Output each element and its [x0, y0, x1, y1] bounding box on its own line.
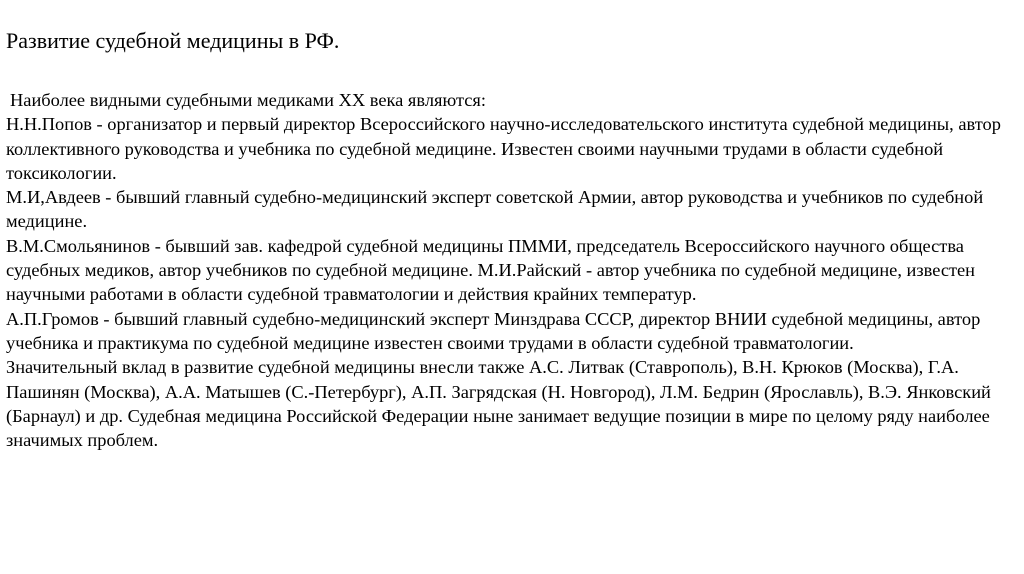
slide-title: Развитие судебной медицины в РФ. [6, 28, 340, 53]
paragraph-smolyaninov: В.М.Смольянинов - бывший зав. кафедрой судебной медицины ПММИ, председатель Всероссийского научного общества судебных медиков, автор учебников по судебной медицине. М.И.Райский - автор учебника по судебной медицине, известен научными работами в области судебной травматологии и действия крайних температур. [6, 235, 976, 305]
paragraph-contributors: Значительный вклад в развитие судебной медицины внесли также А.С. Литвак (Ставрополь), В.Н. Крюков (Москва), Г.А. Пашинян (Москва), А.А. Матышев (С.-Петербург), А.П. Загрядская (Н. Новгород), Л.М. Бедрин (Ярославль), В.Э. Янковский (Барнаул) и др. Судебная медицина Российской Федерации ныне занимает ведущие позиции в мире по целому ряду наиболее значимых проблем. [6, 357, 991, 451]
slide-body [6, 88, 1006, 452]
paragraph-gromov: А.П.Громов - бывший главный судебно-медицинский эксперт Минздрава СССР, директор ВНИИ судебной медицины, автор учебника и практикума по судебной медицине известен своими трудами в области судебной травматологии. [6, 308, 981, 353]
paragraph-avdeev: М.И,Авдеев - бывший главный судебно-медицинский эксперт советской Армии, автор руководства и учебников по судебной медицине. [6, 187, 984, 232]
paragraph-popov: Н.Н.Попов - организатор и первый директор Всероссийского научно-исследовательского института судебной медицины, автор коллективного руководства и учебника по судебной медицине. Известен своими научными трудами в области судебной токсикологии. [6, 114, 1001, 183]
intro-line: Наиболее видными судебными медиками XX века являются: [10, 90, 486, 110]
